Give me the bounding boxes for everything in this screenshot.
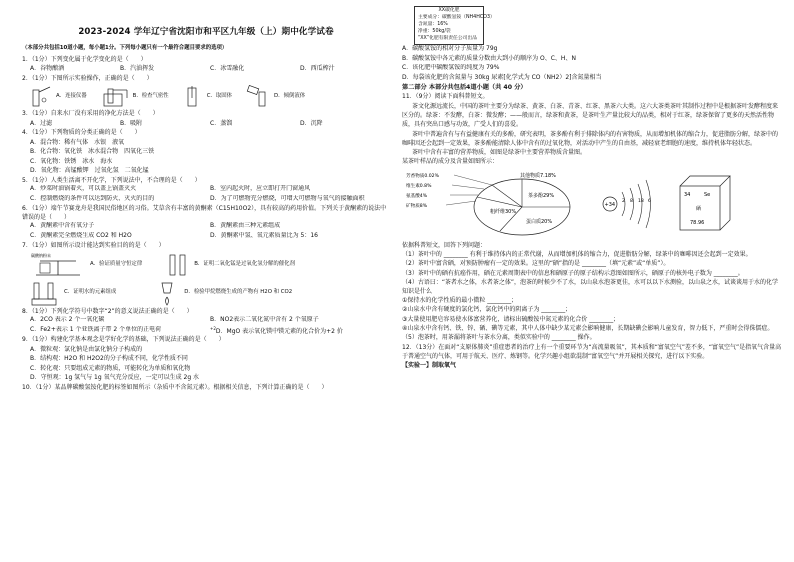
q6-options	[22, 222, 390, 241]
q1-option-c[interactable]: C．冰雪融化	[210, 65, 245, 73]
q4-option-b[interactable]: B．化合物：氧化铁 冰水混合物 四氧化三铁	[30, 148, 155, 156]
q5-option-a[interactable]: A．炒菜时油锅着火，可以盖上锅盖灭火	[30, 185, 137, 193]
page-title: 2023-2024 学年辽宁省沈阳市和平区九年级（上）期中化学试卷	[78, 27, 334, 37]
q3-option-c[interactable]: C．蒸馏	[210, 119, 233, 127]
selenium-atomic-number: 34	[684, 191, 691, 198]
q11-paragraph: 茶叶中普遍含有与有益健康有关的多酚，研究表明，茶多酚有利于排除体内的有害物质，从而增加机体的缩合力，促进脂肪分解，绿茶中的咖啡因还会起到一定效果，茶多酚能清除人体中含有的过氧化物，对活动中产生的自由基，减轻衰老细胞的速度，维持机体年轻状态。	[402, 130, 779, 147]
q5-option-c[interactable]: C．控制燃烧的条件可以达到防火、灭火的目的	[30, 194, 155, 202]
q11-question-line[interactable]: ②山泉水中含有硬度的氯化钙，氯化钙中的阴离子为 ________；	[402, 306, 572, 314]
q10-option-d[interactable]: D．每袋该化肥的含氮量与 30kg 尿素[化学式为 CO（NH2）2]含氮量相当	[402, 73, 602, 81]
q5-option-b[interactable]: B．室内起火时，应立即打开门窗通风	[210, 185, 311, 193]
fertilizer-label-line: 主要成分：碳酸氢铵（NH4HCO3）	[418, 14, 495, 20]
q11-question-line: （4）古语曰：“茶者水之体，水者茶之体”，泡茶的时候少不了水，以山泉水泡茶更佳，水可以以下水测验，以山泉之水，试谈谈用于水的化学知识是什么	[402, 278, 779, 295]
left-column	[22, 0, 390, 392]
shell-electrons-2: 8	[630, 198, 633, 204]
airtightness-check-figure	[101, 84, 129, 108]
q5-stem: 5．（1分）人类生活离不开化学，下列说法中，不合理的是（ ）	[22, 176, 201, 184]
shell-electrons-1: 2	[622, 198, 625, 204]
right-column	[402, 0, 782, 370]
mg-charge-superscript: +2	[210, 325, 216, 331]
q7-label-d[interactable]: D．检验甲烷燃烧生成的产物有 H2O 和 CO2	[184, 289, 293, 296]
selenium-name: 硒	[696, 205, 702, 212]
pie-label-vitamin: 维生素0.8%	[406, 183, 432, 189]
pie-label-amino-acid: 氨基酸4%	[406, 193, 428, 199]
q10-option-a[interactable]: A．碳酸氢铵的相对分子质量为 79g	[402, 45, 498, 53]
q8-option-b[interactable]: B．NO2表示二氧化氮中含有 2 个氧原子	[210, 316, 319, 324]
pie-label-protein: 蛋白质20%	[526, 218, 553, 225]
pie-label-tea-polyphenol: 茶多酚29%	[528, 192, 555, 199]
q6-option-b[interactable]: B．黄酮素由三种元素组成	[210, 222, 281, 230]
q1-stem: 1．（1分）下列变化属于化学变化的是（ ）	[22, 55, 147, 63]
q8-option-a[interactable]: A．2CO 表示 2 个一氧化碳	[30, 316, 105, 324]
q9-option-b[interactable]: B．结构观：H2O 和 H2O2的分子构成不同，化学性质不同	[30, 355, 188, 363]
q11-question-line[interactable]: （1）茶叶中的 ________ 有利于维持体内的正常代谢，从而增加机体的缩合力，促进脂肪分解，绿茶中的咖啡因还会起到一定效果。	[402, 251, 752, 259]
q10-option-b[interactable]: B．碳酸氢铵中各元素的质量分数由大到小的顺序为 O、C、H、N	[402, 54, 576, 62]
q1-options	[22, 64, 390, 74]
q7-row-1	[22, 251, 390, 279]
q2-label-d[interactable]: D．倾倒液体	[274, 92, 306, 99]
q3-options	[22, 119, 390, 129]
q11-question-line[interactable]: （3）茶叶中的硒有抗癌作用，硒在元素周期表中的信息和硒原子的原子结构示意图如图所示，硒原子的核外电子数为 ________。	[402, 269, 744, 277]
shell-electrons-4: 6	[648, 198, 651, 204]
q3-option-d[interactable]: D．沉降	[300, 119, 323, 127]
selenium-atomic-mass: 78.96	[690, 219, 705, 226]
q11-question-line[interactable]: （5）泡茶时，用茶漏将茶叶与茶水分离，类似实验中的 ________ 操作。	[402, 334, 596, 342]
q7-stem: 7．（1分）如图所示设计能达到实验目的的是（ ）	[22, 242, 165, 250]
q5-option-d[interactable]: D．为了可燃物充分燃烧，可增大可燃物与氧气的接触面积	[210, 194, 365, 202]
q8-option-d[interactable]	[210, 326, 390, 336]
q11-chart-caption: 某茶叶样品的成分及含量如图所示：	[402, 158, 499, 166]
pie-label-other: 其他物质7.18%	[520, 172, 556, 179]
q9-stem: 9．（1分）构建化学基本观念是学好化学的基础，下列说法正确的是（ ）	[22, 336, 225, 344]
q7-label-a[interactable]: A．验证质量守恒定律	[90, 261, 143, 268]
q10-stem: 10．（1分）某品牌碳酸氢铵化肥的标签如图所示（杂质中不含氮元素）。根据相关信息，下列计算正确的是（ ）	[22, 383, 328, 391]
q6-option-d[interactable]: D．黄酮素中氢、氧元素质量比为 5：16	[210, 231, 318, 239]
q2-figures	[22, 83, 390, 109]
q11-paragraph: 茶文化源远流长，中国的茶叶主要分为绿茶、黄茶、白茶、青茶、红茶、黑茶六大类。这六大茶类茶叶其制作过程中是根据茶叶发酵程度来区分的。绿茶：不发酵，白茶：微发酵；——般而言，绿茶和黄茶，是茶叶生产量比较大的品类，相对于红茶，绿茶保留了更多的天然活性物质，具有突出口感与功效，广受人们的喜爱。	[402, 102, 779, 129]
q11-question-line[interactable]: （2）茶叶中富含硒，对预防肿瘤有一定的效果。这里的“硒”指的是 ________（填“元素”或“单质”）。	[402, 260, 670, 268]
q10-option-c[interactable]: C．该化肥中碳酸氢铵的纯度为 79%	[402, 64, 500, 72]
fertilizer-label-line: 含氮量：16%	[418, 21, 448, 27]
q6-option-c[interactable]: C．黄酮素完全燃烧生成 CO2 和 H2O	[30, 231, 132, 239]
q3-stem: 3．（1分）自来水厂没有采用的净化方法是（ ）	[22, 110, 159, 118]
q1-option-a[interactable]: A．谷物酿酒	[30, 65, 65, 73]
fertilizer-label-line: 净重：50kg/袋	[418, 28, 451, 34]
selenium-nucleus-charge: +34	[604, 201, 616, 208]
q6-stem: 6．（1分）端午节赛龙舟是我国民俗地区的习俗。艾草含有丰富的黄酮素（C15H10O2），具有较高的药用价值。下列关于黄酮素的说法中错误的是（ ）	[22, 205, 387, 222]
q9-option-c[interactable]: C．转化观：只要组成元素的物质，可能转化为单质和氧化物	[30, 364, 191, 372]
q7-row-2	[22, 279, 390, 307]
fertilizer-label	[414, 6, 495, 45]
q4-option-d[interactable]: D．氧化物：高锰酸钾 过氧化氢 二氧化锰	[30, 167, 149, 175]
q4-option-c[interactable]: C．氧化物：铁锈 冰水 海水	[30, 157, 113, 165]
q7-label-b[interactable]: B．证明二氧化锰是过氧化氢分解的催化剂	[194, 261, 295, 268]
q9-option-a[interactable]: A．微粒观：氯化钠是由氯化钠分子构成的	[30, 345, 143, 353]
electrolysis-figure	[30, 279, 60, 307]
q4-option-a[interactable]: A．混合物：稀有气体 水银 液氧	[30, 138, 125, 146]
q11-figures	[402, 167, 782, 241]
q8-stem: 8．（1分）下列化学符号中数字“2”的意义说法正确的是（ ）	[22, 307, 193, 315]
pour-liquid-figure	[246, 84, 270, 108]
selenium-symbol: Se	[704, 191, 711, 198]
q5-options	[22, 185, 390, 204]
q2-label-a[interactable]: A．连接仪器	[56, 92, 87, 99]
selenium-periodic-cell	[676, 172, 734, 236]
section1-note: （本部分共包括10道小题，每小题1分。下列每小题只有一个最符合题目要求的选项）	[22, 44, 228, 51]
fertilizer-label-line: “XX”化肥有限责任公司出品	[418, 35, 478, 41]
q8-options	[22, 316, 390, 335]
shell-electrons-3: 18	[638, 198, 644, 204]
q11-question-line[interactable]: ①保持水的化学性质的最小微粒 ________；	[402, 296, 518, 304]
pie-label-aroma: 芳香物质0.02%	[406, 173, 439, 179]
q2-label-c[interactable]: C．取固体	[206, 92, 233, 99]
pie-label-crude-fiber: 粗纤维30%	[490, 208, 517, 215]
selenium-atom-structure	[598, 174, 676, 234]
q11-paragraph: 茶叶中含有丰富的营养物质，如图是绿茶中主要营养物质含量图。	[412, 149, 587, 157]
q9-option-d[interactable]: D．守恒观：1g 氢气与 1g 氧气充分反应，一定可以生成 2g 水	[30, 374, 200, 382]
take-solid-figure	[183, 84, 203, 108]
q11-question-line: ④山泉水中含有钙、铁、锌、硒、碘等元素，其中人体中缺少某元素会影响健康，长期缺碘会影响儿童发育，智力低下，严重时会得侏儒症。	[402, 325, 774, 333]
methane-flame-figure	[156, 279, 180, 307]
catalyst-figure	[166, 251, 190, 279]
fertilizer-label-title: XX碳化肥	[438, 8, 460, 13]
q7-label-c[interactable]: C．证明水的元素组成	[64, 289, 117, 296]
q1-option-d[interactable]: D．西瓜榨汁	[300, 65, 335, 73]
q6-option-a[interactable]: A．黄酮素中含有氧分子	[30, 222, 95, 230]
q12-stem: 12．（13分）在面对“支原体肺炎”重症患者的治疗上有一个重要环节为“高流量吸氧”，其本质和“富氧空气”差不多，“富氧空气”是指氧气含量高于普通空气的气体，可用于航天、医疗、炼钢等。化学兴趣小组欲混制“富氧空气”并开展相关探究，进行以下实验。	[402, 343, 782, 360]
connect-apparatus-figure	[30, 84, 52, 108]
q2-stem: 2．（1分）下图所示实验操作，正确的是（ ）	[22, 74, 153, 82]
tea-composition-pie-chart	[402, 167, 598, 241]
q11-question-line: 依据科普短文，回答下列问题：	[402, 241, 487, 249]
q11-stem: 11．（9分）阅读下面科普短文。	[402, 92, 489, 100]
q4-stem: 4．（1分）下列物质的分类正确的是（ ）	[22, 129, 141, 137]
balance-figure	[30, 251, 86, 279]
fig-label-sodium-carbonate: 碳酸钠粉末	[31, 252, 51, 258]
q8-option-c[interactable]: C．Fe2+表示 1 个亚铁离子带 2 个单位的正电荷	[30, 325, 162, 333]
q8-option-d-text: D．MgO 表示氧化镁中镁元素的化合价为+2 价	[215, 327, 343, 335]
q12-subheading: 【实验一】制取氧气	[402, 361, 457, 369]
section2-title: 第二部分 本部分共包括4道小题（共 40 分）	[402, 83, 527, 91]
q3-option-b[interactable]: B．吸附	[120, 119, 143, 127]
q1-option-b[interactable]: B．汽油挥发	[120, 65, 155, 73]
pie-label-mineral: 矿物质8%	[406, 203, 428, 209]
q3-option-a[interactable]: A．过滤	[30, 119, 53, 127]
q2-label-b[interactable]: B．检查气密性	[132, 92, 169, 99]
q11-question-line[interactable]: ③大量使用肥皂容易使水体富营养化，请标出硫酸铵中氮元素的化合价 ________；	[402, 315, 620, 323]
